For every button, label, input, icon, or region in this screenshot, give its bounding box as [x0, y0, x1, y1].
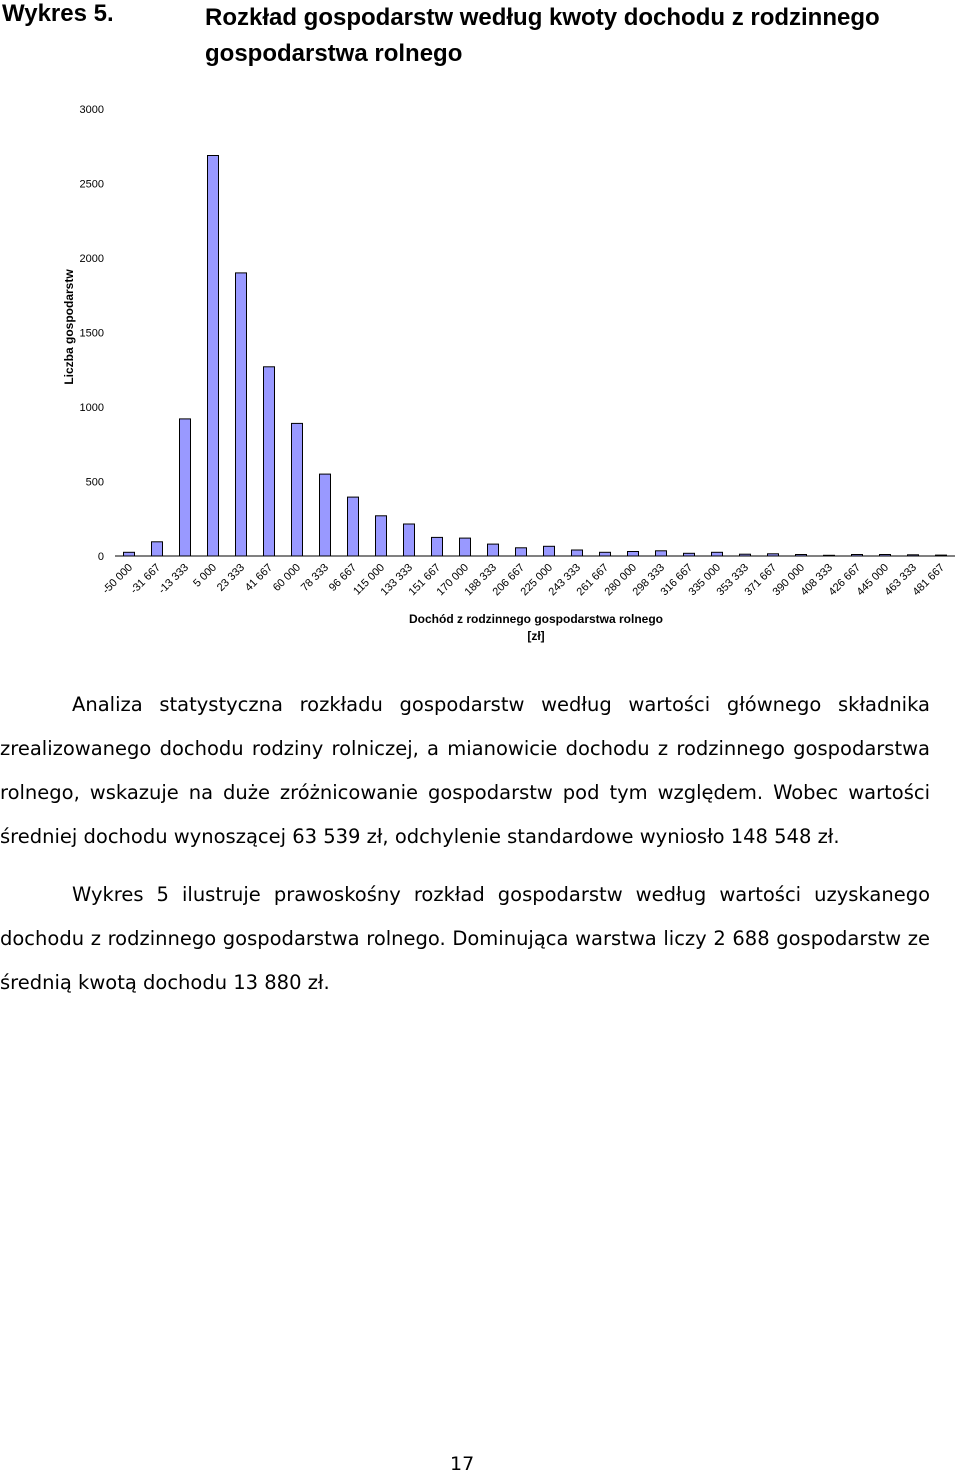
x-tick-label: 170 000: [434, 561, 472, 599]
y-tick-label: 3000: [79, 104, 104, 116]
bar: [264, 367, 275, 556]
bar: [656, 551, 667, 556]
y-tick-label: 1500: [79, 327, 104, 340]
x-tick-label: -13 333: [156, 561, 192, 597]
y-tick-label: 2000: [79, 253, 104, 265]
y-tick-label: 0: [97, 551, 104, 563]
x-tick-label: 115 000: [351, 561, 388, 598]
bar: [712, 552, 723, 556]
y-tick-label: 2500: [79, 178, 104, 191]
x-tick-label: 188 333: [462, 561, 500, 599]
page-number: 17: [450, 1453, 475, 1475]
bar: [544, 546, 555, 556]
y-axis: [80, 104, 104, 563]
bar: [488, 544, 499, 556]
x-axis-title-line1: Dochód z rodzinnego gospodarstwa rolnego: [409, 612, 663, 626]
x-tick-label: 426 667: [826, 561, 864, 599]
x-tick-label: 280 000: [602, 561, 640, 599]
x-tick-label: 261 667: [574, 561, 612, 599]
bar: [236, 273, 247, 556]
bar: [572, 550, 583, 556]
x-tick-label: 60 000: [270, 561, 304, 594]
x-tick-label: 408 333: [798, 561, 836, 599]
bar: [516, 548, 527, 556]
x-tick-label: 41 667: [242, 561, 276, 594]
histogram-chart: [0, 95, 960, 655]
paragraph-2: Wykres 5 ilustruje prawoskośny rozkład gospodarstw według wartości uzyskanego dochodu z rodzinnego gospodarstwa rolnego. Dominująca warstwa liczy 2 688 gospodarstw ze średnią kwotą dochodu 13 880 zł.: [0, 883, 930, 994]
x-tick-label: 353 333: [714, 561, 752, 599]
bar: [600, 552, 611, 556]
x-tick-label: 463 333: [882, 561, 920, 599]
bar: [124, 552, 135, 556]
x-tick-label: -50 000: [100, 561, 136, 597]
x-tick-label: 243 333: [546, 561, 584, 599]
bar: [152, 542, 163, 556]
bar: [376, 516, 387, 556]
bar: [348, 497, 359, 556]
figure-title: Rozkład gospodarstw według kwoty dochodu z rodzinnego gospodarstwa rolnego: [205, 4, 880, 67]
bar: [404, 524, 415, 556]
bar: [628, 552, 639, 557]
figure-heading: [0, 0, 960, 70]
x-tick-label: 225 000: [518, 561, 556, 599]
figure-label: Wykres 5.: [2, 0, 114, 27]
x-tick-label: 316 667: [658, 561, 696, 599]
bar: [460, 538, 471, 556]
bar: [320, 474, 331, 556]
bar: [180, 419, 191, 556]
x-tick-label: 481 667: [910, 561, 948, 599]
x-tick-label: 23 333: [214, 561, 248, 594]
y-tick-label: 1000: [79, 402, 104, 414]
x-tick-label: 78 333: [298, 561, 332, 594]
bar: [292, 423, 303, 556]
x-tick-label: 298 333: [630, 561, 668, 599]
bar: [208, 156, 219, 557]
y-axis-title: Liczba gospodarstw: [62, 269, 76, 385]
x-tick-label: 371 667: [742, 561, 780, 599]
x-axis: [100, 562, 947, 599]
x-axis-title-line2: [zł]: [527, 629, 545, 643]
x-tick-label: 445 000: [854, 561, 892, 599]
y-tick-label: 500: [85, 476, 104, 489]
x-tick-label: 96 667: [326, 561, 360, 594]
x-tick-label: 206 667: [490, 561, 528, 599]
paragraph-1: Analiza statystyczna rozkładu gospodarstw według wartości głównego składnika zrealizowanego dochodu rodziny rolniczej, a mianowicie dochodu z rodzinnego gospodarstwa rolnego, wskazuje na duże zróżnicowanie gospodarstw pod tym względem. Wobec wartości średniej dochodu wynoszącej 63 539 zł, odchylenie standardowe wyniosło 148 548 zł.: [0, 693, 930, 848]
x-tick-label: 390 000: [770, 561, 808, 599]
x-tick-label: 335 000: [686, 561, 724, 599]
x-tick-label: 151 667: [406, 561, 444, 599]
bar: [432, 537, 443, 556]
x-tick-label: -31 667: [128, 561, 164, 597]
x-tick-label: 133 333: [378, 561, 416, 599]
x-tick-label: 5 000: [191, 561, 220, 590]
